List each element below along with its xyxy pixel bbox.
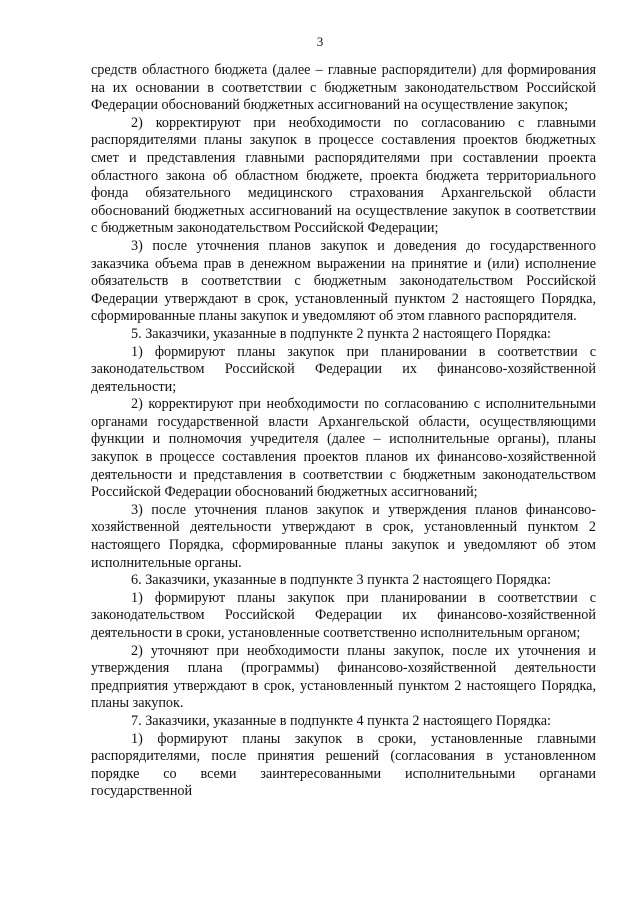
paragraph: 2) корректируют при необходимости по согласованию с исполнительными органами государственной власти Архангельской области, осуществляющими функции и полномочия учредителя (далее – исполнительные органы), планы закупок в процессе составления проектов планов их финансово-хозяйственной деятельности и представления в соответствии с бюджетным законодательством Российской Федерации обоснований бюджетных ассигнований;: [91, 396, 596, 501]
paragraph: 1) формируют планы закупок при планировании в соответствии с законодательством Российской Федерации их финансово-хозяйственной деятельности в сроки, установленные соответственно исполнительным органом;: [91, 589, 596, 641]
paragraph: 6. Заказчики, указанные в подпункте 3 пункта 2 настоящего Порядка:: [131, 572, 551, 589]
paragraph: 3) после уточнения планов закупок и доведения до государственного заказчика объема прав в денежном выражении на принятие и (или) исполнение обязательств в соответствии с бюджетным законодательством Российской Федерации утверждают в срок, установленный пунктом 2 настоящего Порядка, сформированные планы закупок и уведомляют об этом главного распорядителя.: [91, 237, 596, 325]
document-body: [91, 62, 596, 801]
paragraph: 5. Заказчики, указанные в подпункте 2 пункта 2 настоящего Порядка:: [131, 325, 551, 342]
paragraph: 1) формируют планы закупок при планировании в соответствии с законодательством Российской Федерации их финансово-хозяйственной деятельности;: [91, 343, 596, 395]
paragraph: 2) корректируют при необходимости по согласованию с главными распорядителями планы закупок в процессе составления проектов бюджетных смет и представления главными распорядителями при составлении проекта областного закона об областном бюджете, проекта бюджета территориального фонда обязательного медицинского страхования Архангельской области обоснований бюджетных ассигнований на осуществление закупок в соответствии с бюджетным законодательством Российской Федерации;: [91, 114, 596, 237]
paragraph: 7. Заказчики, указанные в подпункте 4 пункта 2 настоящего Порядка:: [131, 712, 551, 729]
paragraph: 3) после уточнения планов закупок и утверждения планов финансово-хозяйственной деятельности утверждают в срок, установленный пунктом 2 настоящего Порядка, сформированные планы закупок и уведомляют об этом исполнительные органы.: [91, 501, 596, 571]
page-number: 3: [316, 34, 324, 49]
paragraph: 2) уточняют при необходимости планы закупок, после их уточнения и утверждения плана (программы) финансово-хозяйственной деятельности предприятия утверждают в срок, установленный пунктом 2 настоящего Порядка, планы закупок.: [91, 642, 596, 712]
paragraph: 1) формируют планы закупок в сроки, установленные главными распорядителями, после принятия решений (согласования в установленном порядке со всеми заинтересованными исполнительными органами государственной: [91, 730, 596, 800]
paragraph: средств областного бюджета (далее – главные распорядители) для формирования на их основании в соответствии с бюджетным законодательством Российской Федерации обоснований бюджетных ассигнований на осуществление закупок;: [91, 62, 596, 114]
